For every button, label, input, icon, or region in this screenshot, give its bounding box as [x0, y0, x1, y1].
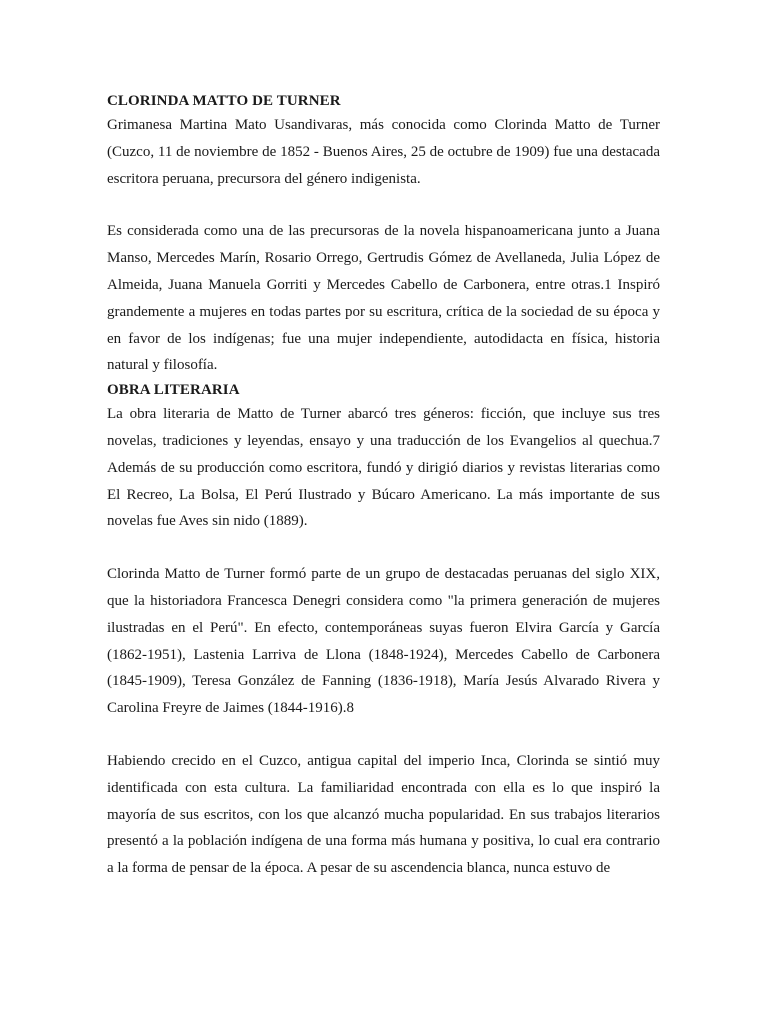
paragraph-precursoras: Es considerada como una de las precursoras de la novela hispanoamericana junto a Juana Manso, Mercedes Marín, Rosario Orrego, Gertrudis Gómez de Avellaneda, Julia López de Almeida, Juana Manuela Gorriti y Mercedes Cabello de Carbonera, entre otras.1 Inspiró grandemente a mujeres en todas partes por su escritura, crítica de la sociedad de su época y en favor de los indígenas; fue una mujer independiente, autodidacta en física, historia natural y filosofía.: [107, 223, 660, 374]
document-title: CLORINDA MATTO DE TURNER: [107, 93, 341, 109]
paragraph-gap: [107, 535, 660, 561]
paragraph-intro: Grimanesa Martina Mato Usandivaras, más conocida como Clorinda Matto de Turner (Cuzco, 11 de noviembre de 1852 - Buenos Aires, 25 de octubre de 1909) fue una destacada escritora peruana, precursora del género indigenista.: [107, 117, 660, 187]
paragraph-gap: [107, 722, 660, 748]
paragraph-gap: [107, 192, 660, 218]
paragraph-generacion: Clorinda Matto de Turner formó parte de un grupo de destacadas peruanas del siglo XIX, que la historiadora Francesca Denegri considera como "la primera generación de mujeres ilustradas en el Perú". En efecto, contemporáneas suyas fueron Elvira García y García (1862-1951), Lastenia Larriva de Llona (1848-1924), Mercedes Cabello de Carbonera (1845-1909), Teresa González de Fanning (1836-1918), María Jesús Alvarado Rivera y Carolina Freyre de Jaimes (1844-1916).8: [107, 566, 660, 717]
paragraph-obra: La obra literaria de Matto de Turner abarcó tres géneros: ficción, que incluye sus tres novelas, tradiciones y leyendas, ensayo y una traducción de los Evangelios al quechua.7 Además de su producción como escritora, fundó y dirigió diarios y revistas literarias como El Recreo, La Bolsa, El Perú Ilustrado y Búcaro Americano. La más importante de sus novelas fue Aves sin nido (1889).: [107, 406, 660, 530]
paragraph-cuzco: Habiendo crecido en el Cuzco, antigua capital del imperio Inca, Clorinda se sintió muy identificada con esta cultura. La familiaridad encontrada con ella es lo que inspiró la mayoría de sus escritos, con los que alcanzó mucha popularidad. En sus trabajos literarios presentó a la población indígena de una forma más humana y positiva, lo cual era contrario a la forma de pensar de la época. A pesar de su ascendencia blanca, nunca estuvo de: [107, 752, 660, 877]
section-title-obra-literaria: OBRA LITERARIA: [107, 382, 240, 399]
